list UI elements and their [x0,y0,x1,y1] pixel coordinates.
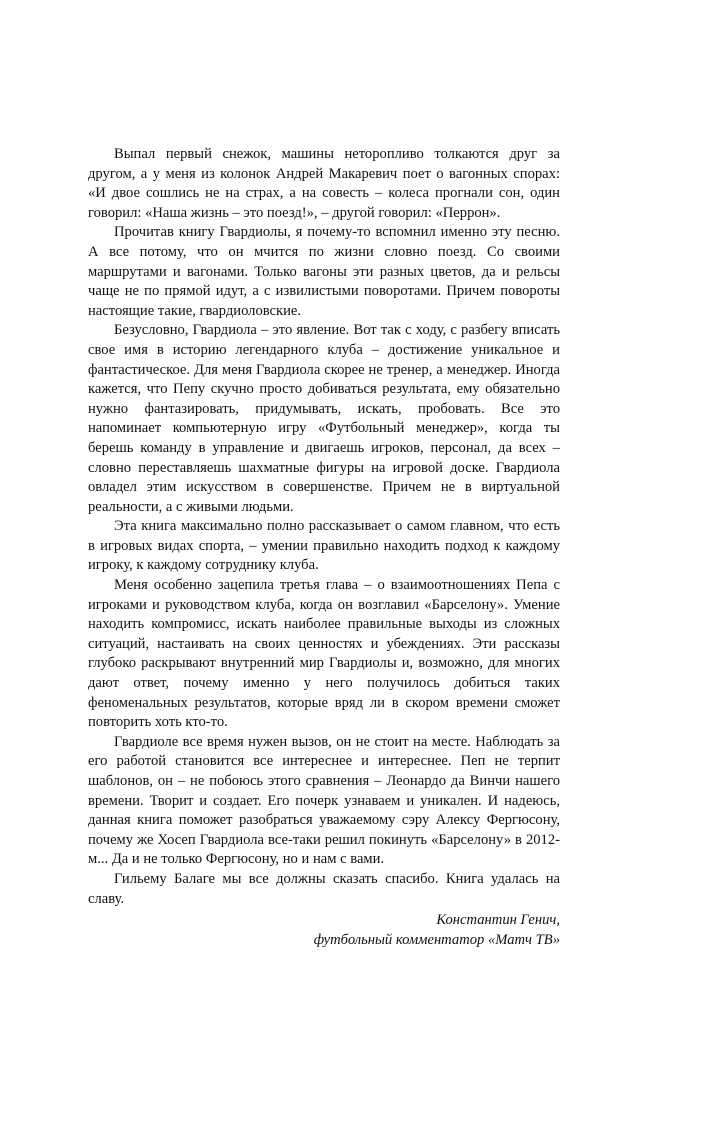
author-name: Константин Генич, [436,912,560,929]
paragraph-1: Выпал первый снежок, машины неторопливо толкаются друг за другом, а у меня из колонок Андрей Макаревич поет о вагонных спорах: «И двое сошлись не на страх, а на совесть – колеса прогнали сон, один говорил: «Наша жизнь – это поезд!», – другой говорил: «Перрон». [88,146,560,221]
paragraph-7: Гильему Балаге мы все должны сказать спасибо. Книга удалась на славу. [88,870,560,907]
paragraph-3: Безусловно, Гвардиола – это явление. Вот так с ходу, с разбегу вписать свое имя в историю легендарного клуба – достижение уникальное и фантастическое. Для меня Гвардиола скорее не тренер, а менеджер. Иногда кажется, что Пепу скучно просто добиваться результата, ему обязательно нужно фантазировать, придумывать, искать, пробовать. Все это напоминает компьютерную игру «Футбольный менеджер», когда ты берешь команду в управление и двигаешь игроков, персонал, да всех – словно переставляешь шахматные фигуры на игровой доске. Гвардиола овладел этим искусством в совершенстве. Причем не в виртуальной реальности, а с живыми людьми. [88,322,560,515]
author-signature [88,911,560,950]
paragraph-5: Меня особенно зацепила третья глава – о взаимоотношениях Пепа с игроками и руководством клуба, когда он возглавил «Барселону». Умение находить компромисс, искать наиболее правильные выходы из сложных ситуаций, настаивать на своих ценностях и убеждениях. Эти рассказы глубоко раскрывают внутренний мир Гвардиолы и, возможно, для многих дают ответ, почему именно у него получилось добиться таких феноменальных результатов, которые вряд ли в скором времени сможет повторить хоть кто-то. [88,577,560,731]
paragraph-4: Эта книга максимально полно рассказывает о самом главном, что есть в игровых видах спорта, – умении правильно находить подход к каждому игроку, к каждому сотруднику клуба. [88,518,560,574]
paragraph-2: Прочитав книгу Гвардиолы, я почему-то вспомнил именно эту песню. А все потому, что он мчится по жизни словно поезд. Со своими маршрутами и вагонами. Только вагоны эти разных цветов, да и рельсы чаще не по прямой идут, а с извилистыми поворотами. Причем повороты настоящие такие, гвардиоловские. [88,224,560,319]
paragraph-6: Гвардиоле все время нужен вызов, он не стоит на месте. Наблюдать за его работой становится все интереснее и интереснее. Пеп не терпит шаблонов, он – не побоюсь этого сравнения – Леонардо да Винчи нашего времени. Творит и создает. Его почерк узнаваем и уникален. И надеюсь, данная книга поможет разобраться уважаемому сэру Алексу Фергюсону, почему же Хосеп Гвардиола все-таки решил покинуть «Барселону» в 2012-м... Да и не только Фергюсону, но и нам с вами. [88,733,560,868]
author-title: футбольный комментатор «Матч ТВ» [313,931,560,948]
foreword-text [88,145,560,950]
